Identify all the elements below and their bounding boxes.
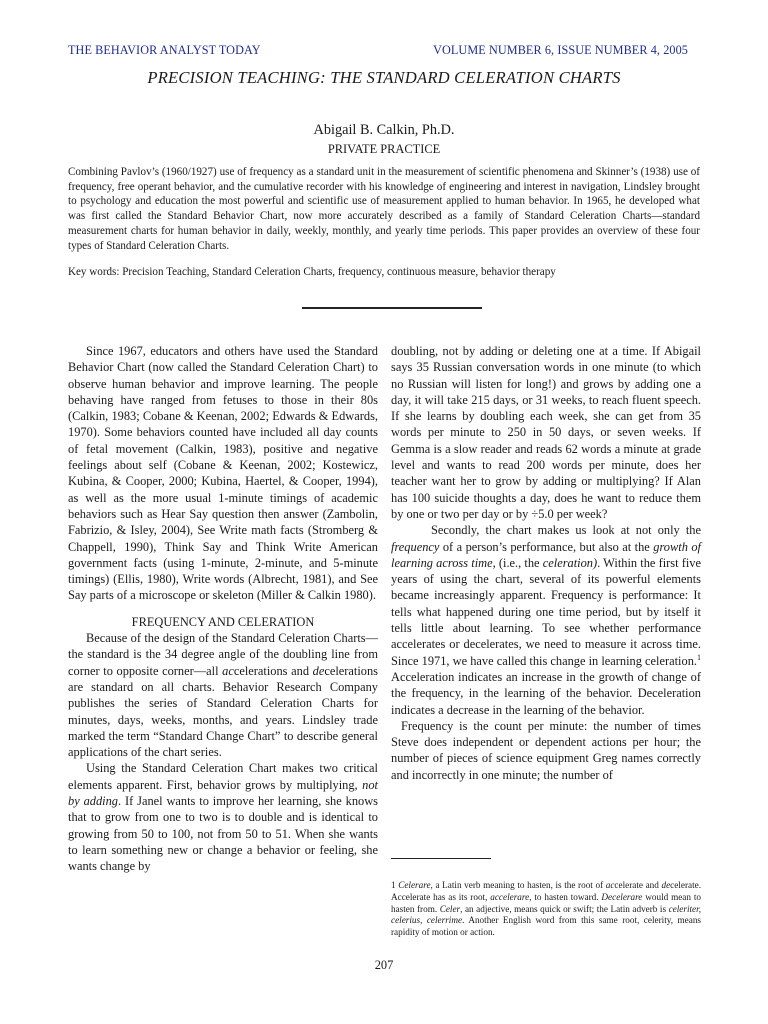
volume-issue: VOLUME NUMBER 6, ISSUE NUMBER 4, 2005 xyxy=(433,43,688,57)
section-heading: FREQUENCY AND CELERATION xyxy=(131,614,315,629)
author-name: Abigail B. Calkin, Ph.D. xyxy=(313,122,455,138)
paragraph: Since 1967, educators and others have used the Standard Behavior Chart (now called the Standard Celeration Chart) to observe human behavior and improve learning. The people behaving have ranged from fetuses to those in their 80s (Calkin, 1983; Cobane & Keenan, 2002; Edwards & Edwards, 1970). Some behaviors counted have included all day counts of fetal movement (Calkin, 1983), positive and negative feelings about self (Cobane & Keenan, 2002; Kostewicz, Kubina, & Cooper, 2000; Kubina, Haertel, & Cooper, 1994), as well as the more usual 1-minute timings of academic behaviors such as Hear Say question then answer (Zambolin, Fabrizio, & Isley, 2004), See Write math facts (Stromberg & Chappell, 1990), Think Say and Think Write American government facts (using 1-minute, 2-minute, and 5-minute timings) (Ellis, 1980), Write words (Albrecht, 1981), and See Say parts of a microscope or skeleton (Miller & Calkin 1980). xyxy=(68,344,378,603)
paragraph: Secondly, the chart makes us look at not only the frequency of a person’s performance, but also at the growth of learning across time, (i.e., the celeration). Within the first five years of using the chart, several of its powerful elements became increasingly apparent. Frequency is performance: It tells what happened during one time period, but by itself it tells little about learning. To see whether performance accelerates or decelerates, we need to measure it across time. Since 1971, we have called this change in learning celeration.$^1$ Acceleration indicates an increase in the growth of change of the frequency, in the learning of the behavior. Deceleration indicates a decrease in the learning of the behavior. xyxy=(391,523,702,717)
footnote-marker: 1 xyxy=(697,652,701,662)
paper-title: PRECISION TEACHING: THE STANDARD CELERATION CHARTS xyxy=(147,68,621,87)
right-column xyxy=(391,343,701,783)
running-header xyxy=(68,43,688,58)
footnote: 1 Celerare, a Latin verb meaning to hasten, is the root of accelerate and decelerate. Accelerate has as its root, accelerare, to hasten toward. Decelerare would mean to hasten from. Celer, an adjective, means quick or swift; the Latin adverb is celeriter, celerius, celerrime. Another English word from this same root, celerity, means rapidity of motion or action. xyxy=(391,880,702,938)
paragraph: Frequency is the count per minute: the number of times Steve does independent or dependent actions per hour; the number of pieces of science equipment Greg names correctly and incorrectly in one minute; the number of xyxy=(391,718,701,782)
paragraph: doubling, not by adding or deleting one at a time. If Abigail says 35 Russian conversation words in one minute (to which no Russian will listen for long!) and grows by adding one a day, it will take 215 days, or 31 weeks, to reach fluent speech. If she learns by doubling each week, she can get from 35 words per minute to 250 in 50 days, or seven weeks. If Gemma is a slow reader and reads 62 words a minute at grade level and wants to read 200 words per minute, does her teacher want her to grow by adding or multiplying? If Alan has 100 suicide thoughts a day, does he want to reduce them by one or two per day or by ÷5.0 per week? xyxy=(391,344,701,521)
paragraph: Using the Standard Celeration Chart makes two critical elements apparent. First, behavior grows by multiplying, not by adding. If Janel wants to improve her learning, she knows that to grow from one to two is to double and is identical to growing from 50 to 100, not from 50 to 51. When she wants to learn something new or change a behavior or feeling, she wants change by xyxy=(68,761,378,874)
journal-name: THE BEHAVIOR ANALYST TODAY xyxy=(68,43,261,57)
left-column xyxy=(68,343,378,875)
section-divider xyxy=(302,307,482,309)
page-number: 207 xyxy=(374,958,394,972)
footnote-rule xyxy=(391,858,491,859)
abstract: Combining Pavlov’s (1960/1927) use of frequency as a standard unit in the measurement of scientific phenomena and Skinner’s (1938) use of frequency, free operant behavior, and the cumulative recorder with his knowledge of engineering and interest in navigation, Lindsley brought to psychology and education the most powerful and scientific use of measurement applied to human behavior. In 1965, he developed what was first called the Standard Behavior Chart, now more accurately described as a family of Standard Celeration Charts—standard measurement charts for human behavior in daily, weekly, monthly, and yearly time periods. This paper provides an overview of these four types of Standard Celeration Charts. xyxy=(68,166,700,252)
paragraph: Because of the design of the Standard Celeration Charts—the standard is the 34 degree angle of the doubling line from corner to opposite corner—all accelerations and decelerations are standard on all charts. Behavior Research Company publishes the series of Standard Celeration Charts for minutes, days, weeks, months, and years. Lindsley trade marked the term “Standard Change Chart” to describe general applications of the chart series. xyxy=(68,631,378,760)
keywords: Key words: Precision Teaching, Standard Celeration Charts, frequency, continuous measure, behavior therapy xyxy=(68,266,556,278)
author-affiliation: PRIVATE PRACTICE xyxy=(327,142,441,156)
